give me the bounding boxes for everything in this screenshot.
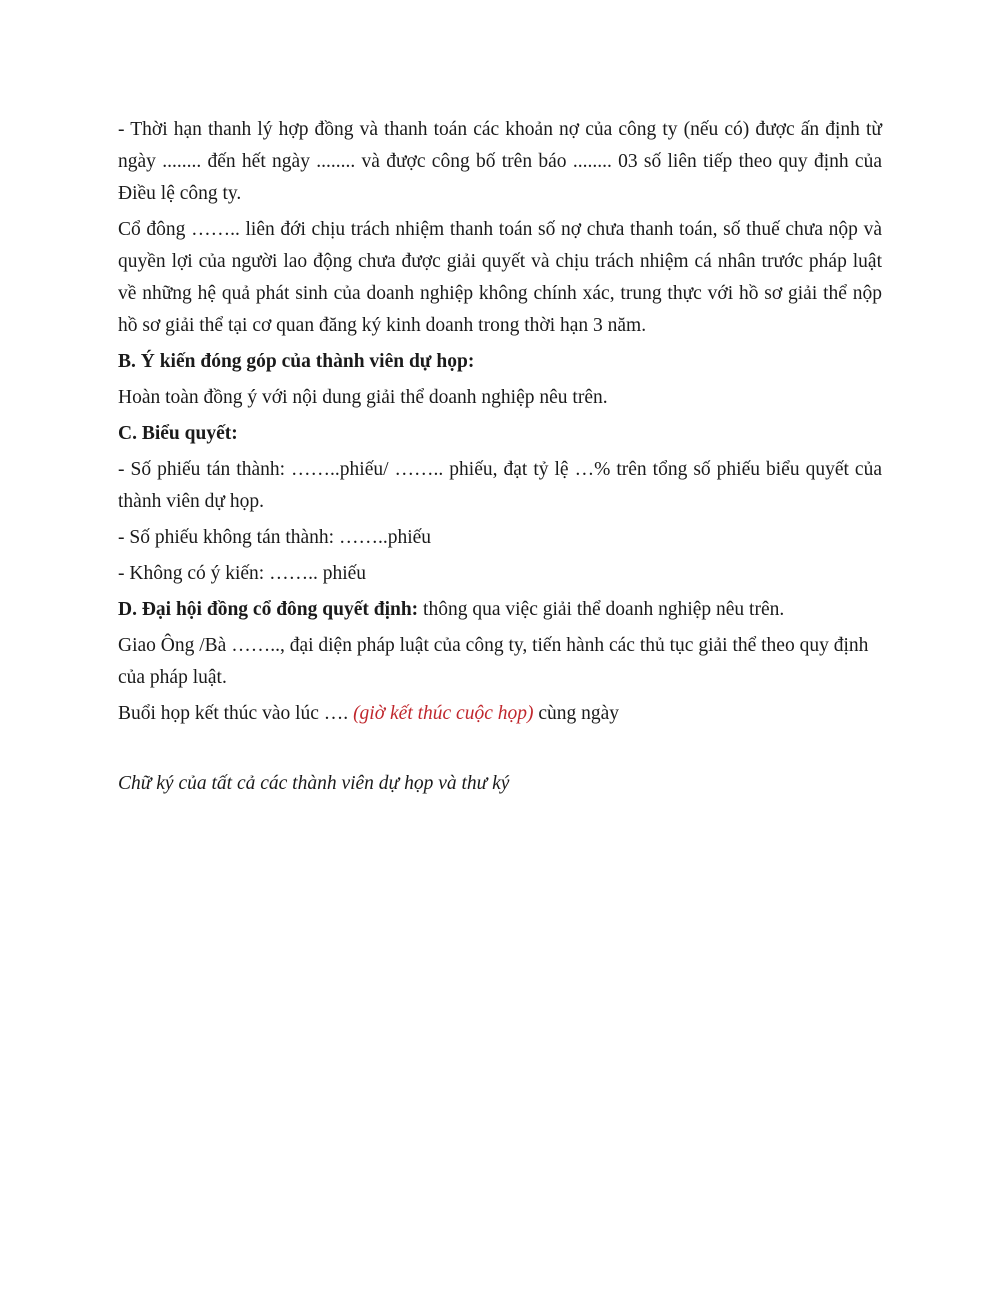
vote-abstain-item: - Không có ý kiến: …….. phiếu: [118, 563, 367, 584]
signature-line: Chữ ký của tất cả các thành viên dự họp và thư ký: [118, 773, 510, 794]
meeting-end-prefix: Buổi họp kết thúc vào lúc ….: [118, 703, 354, 724]
vote-reject-item: - Số phiếu không tán thành: ……..phiếu: [118, 527, 432, 548]
liquidation-deadline-paragraph: - Thời hạn thanh lý hợp đồng và thanh toán các khoản nợ của công ty (nếu có) được ấn định từ ngày ........ đến hết ngày ........ và được công bố trên báo ........ 03 số liên tiếp theo quy định của Điều lệ công ty.: [118, 119, 882, 204]
meeting-end-paragraph: [118, 698, 882, 730]
document-page: [118, 114, 882, 804]
section-d-text: thông qua việc giải thể doanh nghiệp nêu trên.: [418, 599, 785, 620]
legal-representative-assignment: Giao Ông /Bà …….., đại diện pháp luật của công ty, tiến hành các thủ tục giải thể theo quy định của pháp luật.: [118, 635, 869, 688]
section-b-heading: B. Ý kiến đóng góp của thành viên dự họp:: [118, 351, 475, 372]
meeting-end-suffix: cùng ngày: [533, 703, 620, 724]
section-d-heading: D. Đại hội đồng cổ đông quyết định:: [118, 599, 419, 620]
meeting-end-placeholder: (giờ kết thúc cuộc họp): [353, 703, 534, 724]
section-d-paragraph: [118, 594, 882, 626]
shareholder-liability-paragraph: Cổ đông …….. liên đới chịu trách nhiệm thanh toán số nợ chưa thanh toán, số thuế chưa nộp và quyền lợi của người lao động chưa được giải quyết và chịu trách nhiệm cá nhân trước pháp luật về những hệ quả phát sinh của doanh nghiệp không chính xác, trung thực với hồ sơ giải thể nộp hồ sơ giải thể tại cơ quan đăng ký kinh doanh trong thời hạn 3 năm.: [118, 219, 882, 336]
section-b-text: Hoàn toàn đồng ý với nội dung giải thể doanh nghiệp nêu trên.: [118, 387, 608, 408]
vote-approve-item: - Số phiếu tán thành: ……..phiếu/ …….. phiếu, đạt tỷ lệ …% trên tổng số phiếu biểu quyết của thành viên dự họp.: [118, 459, 882, 512]
section-c-heading: C. Biểu quyết:: [118, 423, 238, 444]
